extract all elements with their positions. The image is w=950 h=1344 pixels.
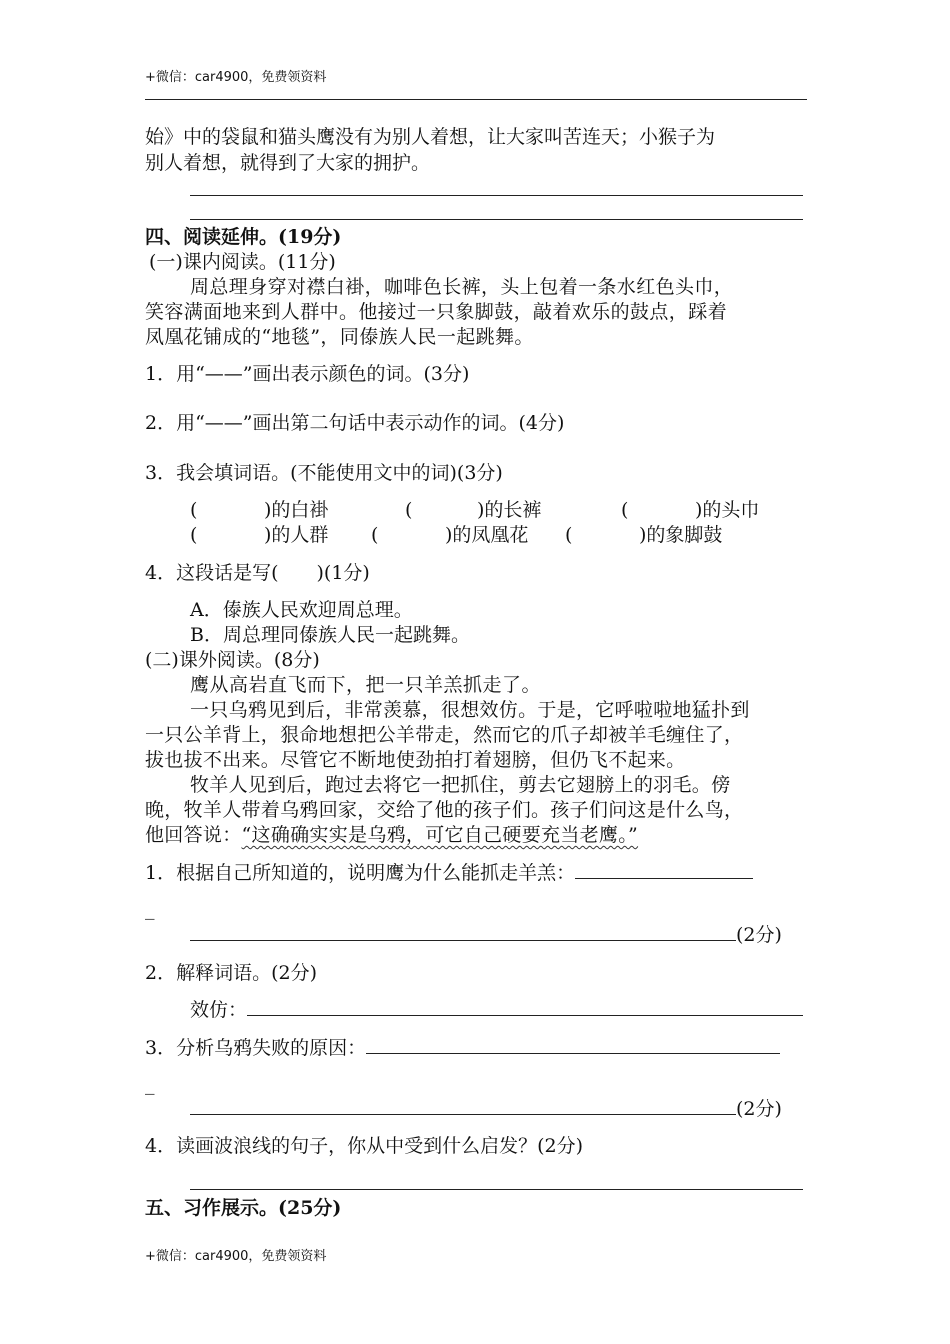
- story-line: 晚，牧羊人带着乌鸦回家，交给了他的孩子们。孩子们问这是什么鸟，: [145, 799, 744, 821]
- reading-question-4: 4．读画波浪线的句子，你从中受到什么启发？(2分): [145, 1135, 584, 1157]
- story-line: [145, 822, 638, 848]
- score-label: (2分): [736, 924, 782, 946]
- option-b[interactable]: B．周总理同傣族人民一起跳舞。: [190, 624, 470, 646]
- score-label: (2分): [736, 1098, 782, 1120]
- story-plain: 他回答说：: [145, 824, 242, 846]
- question-4: 4．这段话是写( )(1分): [145, 562, 370, 584]
- header-watermark: +微信：car4900，免费领资料: [145, 70, 327, 85]
- answer-blank[interactable]: [575, 860, 753, 879]
- word-label: 效仿：: [190, 999, 248, 1021]
- continuation-mark: _: [145, 898, 155, 920]
- definition-row: [190, 997, 803, 1023]
- passage-line: 笑容满面地来到人群中。他接过一只象脚鼓，敲着欢乐的鼓点，踩着: [145, 301, 728, 323]
- passage-line: 周总理身穿对襟白褂，咖啡色长裤，头上包着一条水红色头巾，: [190, 276, 734, 298]
- reading-question-1-text: 1．根据自己所知道的，说明鹰为什么能抓走羊羔：: [145, 862, 576, 884]
- reading-question-3-text: 3．分析乌鸦失败的原因：: [145, 1037, 367, 1059]
- fill-open-paren: (: [405, 499, 413, 521]
- reading-question-2: 2．解释词语。(2分): [145, 962, 318, 984]
- answer-line: [190, 219, 803, 220]
- section-4-title: 四、阅读延伸。(19分): [145, 226, 342, 248]
- story-line: 牧羊人见到后，跑过去将它一把抓住，剪去它翅膀上的羽毛。傍: [190, 774, 731, 796]
- header-rule: [145, 99, 807, 100]
- fill-blank-text[interactable]: )的长裤: [477, 499, 542, 521]
- reading-question-1: [145, 860, 753, 886]
- story-line: 鹰从高岩直飞而下，把一只羊羔抓走了。: [190, 674, 542, 696]
- intro-line-2: 别人着想，就得到了大家的拥护。: [145, 152, 431, 174]
- reading-question-3: [145, 1035, 780, 1061]
- fill-blank-text[interactable]: )的白褂: [264, 499, 329, 521]
- story-line: 一只乌鸦见到后，非常羡慕，很想效仿。于是，它呼啦啦地猛扑到: [190, 699, 750, 721]
- answer-blank[interactable]: [366, 1035, 780, 1054]
- answer-blank[interactable]: [190, 922, 736, 941]
- fill-blank-text[interactable]: )的头巾: [695, 499, 760, 521]
- continuation-mark: _: [145, 1073, 155, 1095]
- passage-line: 凤凰花铺成的“地毯”，同傣族人民一起跳舞。: [145, 326, 534, 348]
- intro-line-1: 始》中的袋鼠和猫头鹰没有为别人着想，让大家叫苦连天；小猴子为: [145, 126, 716, 148]
- story-line: 一只公羊背上，狠命地想把公羊带走，然而它的爪子却被羊毛缠住了，: [145, 724, 744, 746]
- answer-row: [190, 922, 782, 948]
- fill-open-paren: (: [565, 524, 573, 546]
- question-1: 1．用“——”画出表示颜色的词。(3分): [145, 363, 470, 385]
- footer-watermark: +微信：car4900，免费领资料: [145, 1249, 327, 1264]
- fill-blank-text[interactable]: )的人群: [264, 524, 329, 546]
- answer-row: [190, 1096, 782, 1122]
- answer-blank[interactable]: [247, 997, 803, 1016]
- fill-open-paren: (: [621, 499, 629, 521]
- section-5-title: 五、习作展示。(25分): [145, 1197, 342, 1219]
- story-line: 拔也拔不出来。尽管它不断地使劲拍打着翅膀，但仍飞不起来。: [145, 749, 686, 771]
- option-a[interactable]: A．傣族人民欢迎周总理。: [190, 599, 413, 621]
- fill-open-paren: (: [190, 499, 198, 521]
- wavy-sentence: “这确确实实是乌鸦，可它自己硬要充当老鹰。”: [241, 824, 639, 846]
- answer-line: [190, 195, 803, 196]
- fill-open-paren: (: [190, 524, 198, 546]
- answer-blank[interactable]: [190, 1096, 736, 1115]
- fill-open-paren: (: [371, 524, 379, 546]
- fill-blank-text[interactable]: )的象脚鼓: [639, 524, 723, 546]
- question-2: 2．用“——”画出第二句话中表示动作的词。(4分): [145, 412, 565, 434]
- fill-blank-text[interactable]: )的凤凰花: [445, 524, 529, 546]
- part-2-heading: (二)课外阅读。(8分): [145, 649, 320, 671]
- part-1-heading: (一)课内阅读。(11分): [149, 251, 336, 273]
- question-3: 3．我会填词语。(不能使用文中的词)(3分): [145, 462, 503, 484]
- answer-line[interactable]: [190, 1189, 803, 1190]
